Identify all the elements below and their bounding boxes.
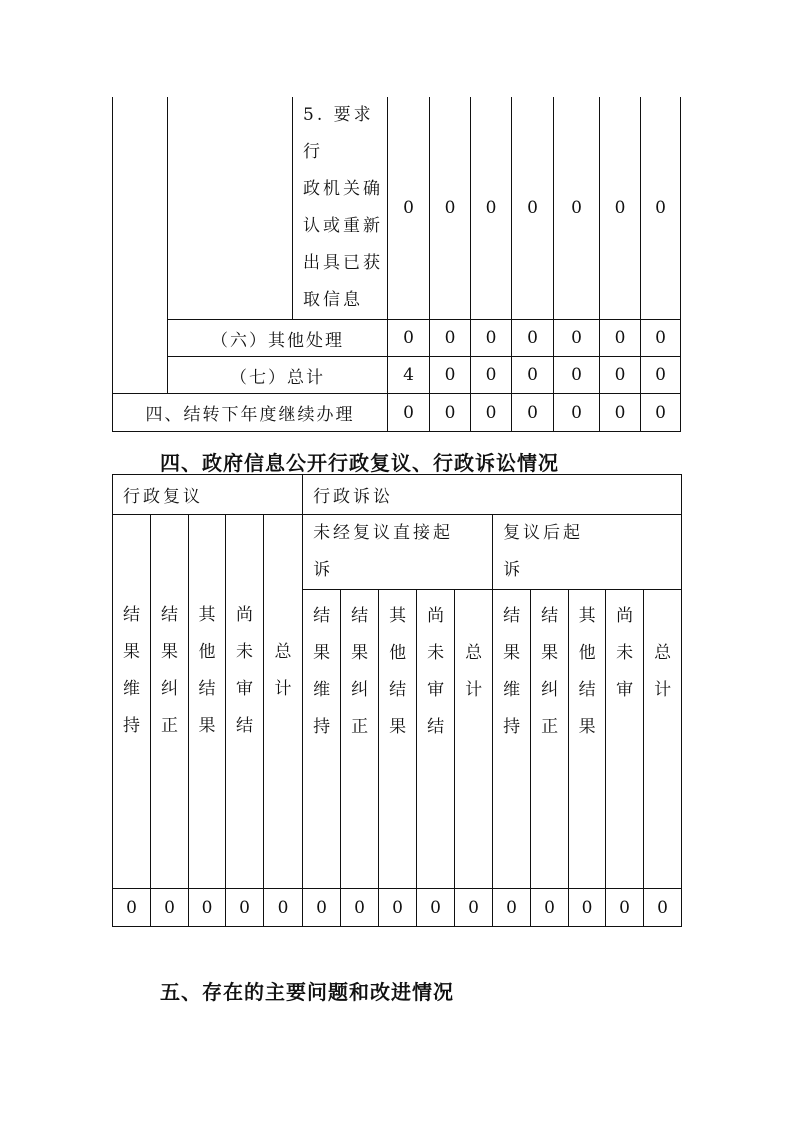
category-label-cell: [168, 97, 293, 320]
after-col-other: 其 他 结 果: [569, 590, 606, 889]
direct-col-total: 总 计: [455, 590, 493, 889]
after-col-corrected: 结 果 纠 正: [531, 590, 569, 889]
value-cell: 0: [512, 320, 554, 357]
value-cell: 0: [569, 889, 606, 927]
value-cell: 0: [341, 889, 379, 927]
value-cell: 0: [554, 357, 600, 394]
value-cell: 0: [531, 889, 569, 927]
value-cell: 0: [512, 394, 554, 432]
value-cell: 0: [644, 889, 682, 927]
section4-title: 四、政府信息公开行政复议、行政诉讼情况: [160, 451, 559, 475]
direct-suit-header: 未经复议直接起 诉: [303, 515, 493, 590]
review-col-corrected: 结 果 纠 正: [151, 515, 189, 889]
value-cell: 0: [388, 320, 430, 357]
value-cell: 0: [388, 394, 430, 432]
value-cell: 0: [600, 320, 641, 357]
value-cell: 0: [641, 97, 681, 320]
value-cell: 0: [641, 394, 681, 432]
value-cell: 0: [455, 889, 493, 927]
row-total-label: （七）总计: [168, 357, 388, 394]
value-cell: 0: [151, 889, 189, 927]
value-cell: 0: [641, 320, 681, 357]
value-cell: 0: [113, 889, 151, 927]
value-cell: 0: [600, 97, 641, 320]
value-cell: 0: [554, 320, 600, 357]
value-cell: 0: [600, 394, 641, 432]
value-cell: 0: [471, 357, 512, 394]
after-review-header: 复议后起 诉: [493, 515, 682, 590]
value-cell: 0: [430, 97, 471, 320]
value-cell: 0: [303, 889, 341, 927]
value-cell: 0: [554, 97, 600, 320]
value-cell: 0: [512, 97, 554, 320]
value-cell: 0: [264, 889, 303, 927]
value-cell: 0: [430, 320, 471, 357]
review-col-other: 其 他 结 果: [189, 515, 226, 889]
direct-col-other: 其 他 结 果: [379, 590, 417, 889]
value-cell: 0: [606, 889, 644, 927]
direct-col-maintained: 结 果 维 持: [303, 590, 341, 889]
value-cell: 0: [600, 357, 641, 394]
value-cell: 0: [417, 889, 455, 927]
outer-label-cell: [113, 97, 168, 394]
row-carryover-label: 四、结转下年度继续办理: [113, 394, 388, 432]
after-col-maintained: 结 果 维 持: [493, 590, 531, 889]
review-col-total: 总 计: [264, 515, 303, 889]
value-cell: 0: [189, 889, 226, 927]
disposition-table: [112, 97, 681, 432]
value-cell: 4: [388, 357, 430, 394]
row-other-processing-label: （六）其他处理: [168, 320, 388, 357]
value-cell: 0: [226, 889, 264, 927]
value-cell: 0: [554, 394, 600, 432]
direct-col-corrected: 结 果 纠 正: [341, 590, 379, 889]
review-litigation-table: [112, 474, 682, 927]
section5-title: 五、存在的主要问题和改进情况: [160, 980, 454, 1004]
after-col-total: 总 计: [644, 590, 682, 889]
review-col-maintained: 结 果 维 持: [113, 515, 151, 889]
value-cell: 0: [430, 394, 471, 432]
value-cell: 0: [430, 357, 471, 394]
value-cell: 0: [471, 320, 512, 357]
value-cell: 0: [388, 97, 430, 320]
value-cell: 0: [471, 97, 512, 320]
value-cell: 0: [512, 357, 554, 394]
direct-col-pending: 尚 未 审 结: [417, 590, 455, 889]
review-col-pending: 尚 未 审 结: [226, 515, 264, 889]
admin-review-header: 行政复议: [113, 475, 303, 515]
admin-litigation-header: 行政诉讼: [303, 475, 682, 515]
value-cell: 0: [379, 889, 417, 927]
value-cell: 0: [493, 889, 531, 927]
value-cell: 0: [471, 394, 512, 432]
value-cell: 0: [641, 357, 681, 394]
after-col-pending: 尚 未 审: [606, 590, 644, 889]
item5-label: 5. 要求行 政机关确 认或重新 出具已获 取信息: [293, 97, 388, 320]
